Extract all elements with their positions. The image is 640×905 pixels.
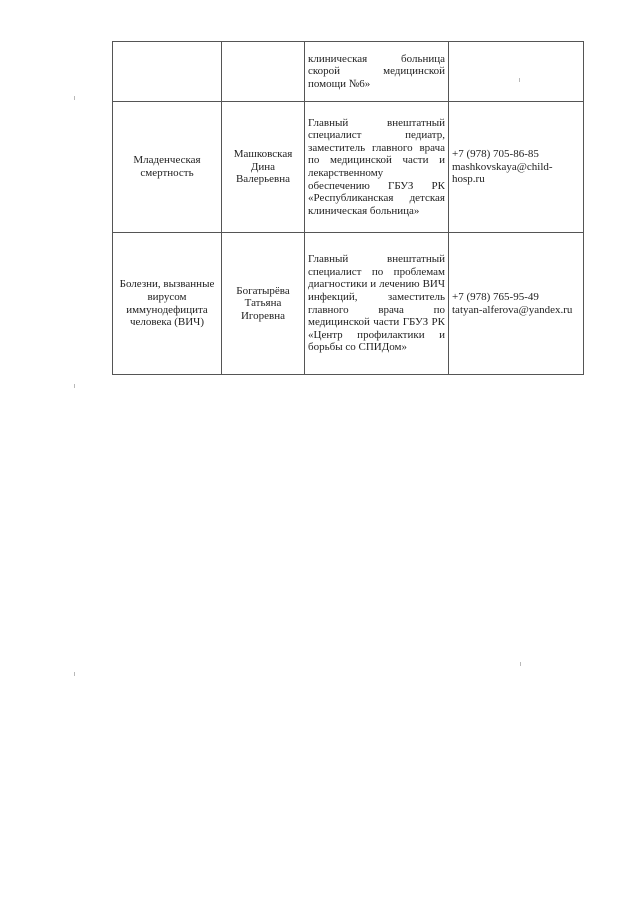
phone-text: +7 (978) 705-86-85: [452, 148, 539, 161]
role-text: клиническая больница скорой медицинской помощи №6»: [308, 52, 445, 90]
role-cell: [305, 233, 449, 375]
contact-cell: [449, 233, 584, 375]
specialists-table: [112, 41, 584, 375]
table-row: [113, 42, 584, 102]
topic-cell: Младенческая смертность: [113, 102, 222, 233]
scan-speck: [74, 96, 75, 100]
topic-cell: [113, 42, 222, 102]
role-text: Главный внештатный специалист педиатр, заместитель главного врача по медицинской части и лекарственному обеспечению ГБУЗ РК «Республиканская детская клиническая больница»: [308, 116, 445, 217]
person-cell: [222, 42, 305, 102]
person-cell: Богатырёва Татьяна Игоревна: [222, 233, 305, 375]
role-cell: [305, 102, 449, 233]
contact-cell: [449, 42, 584, 102]
email-link: tatyan-alferova@yandex.ru: [452, 303, 573, 316]
contact-cell: [449, 102, 584, 233]
topic-cell: Болезни, вызванные вирусом иммунодефицита человека (ВИЧ): [113, 233, 222, 375]
role-text: Главный внештатный специалист по проблемам диагностики и лечению ВИЧ инфекций, заместитель главного врача по медицинской части ГБУЗ РК «Центр профилактики и борьбы со СПИДом»: [308, 253, 445, 354]
phone-text: +7 (978) 765-95-49: [452, 290, 539, 303]
email-link: mashkovskaya@child-hosp.ru: [452, 160, 553, 186]
scan-speck: [74, 672, 75, 676]
table-row: [113, 233, 584, 375]
table-row: [113, 102, 584, 233]
role-cell: [305, 42, 449, 102]
scan-speck: [520, 662, 521, 666]
scan-speck: [74, 384, 75, 388]
person-cell: Машковская Дина Валерьевна: [222, 102, 305, 233]
